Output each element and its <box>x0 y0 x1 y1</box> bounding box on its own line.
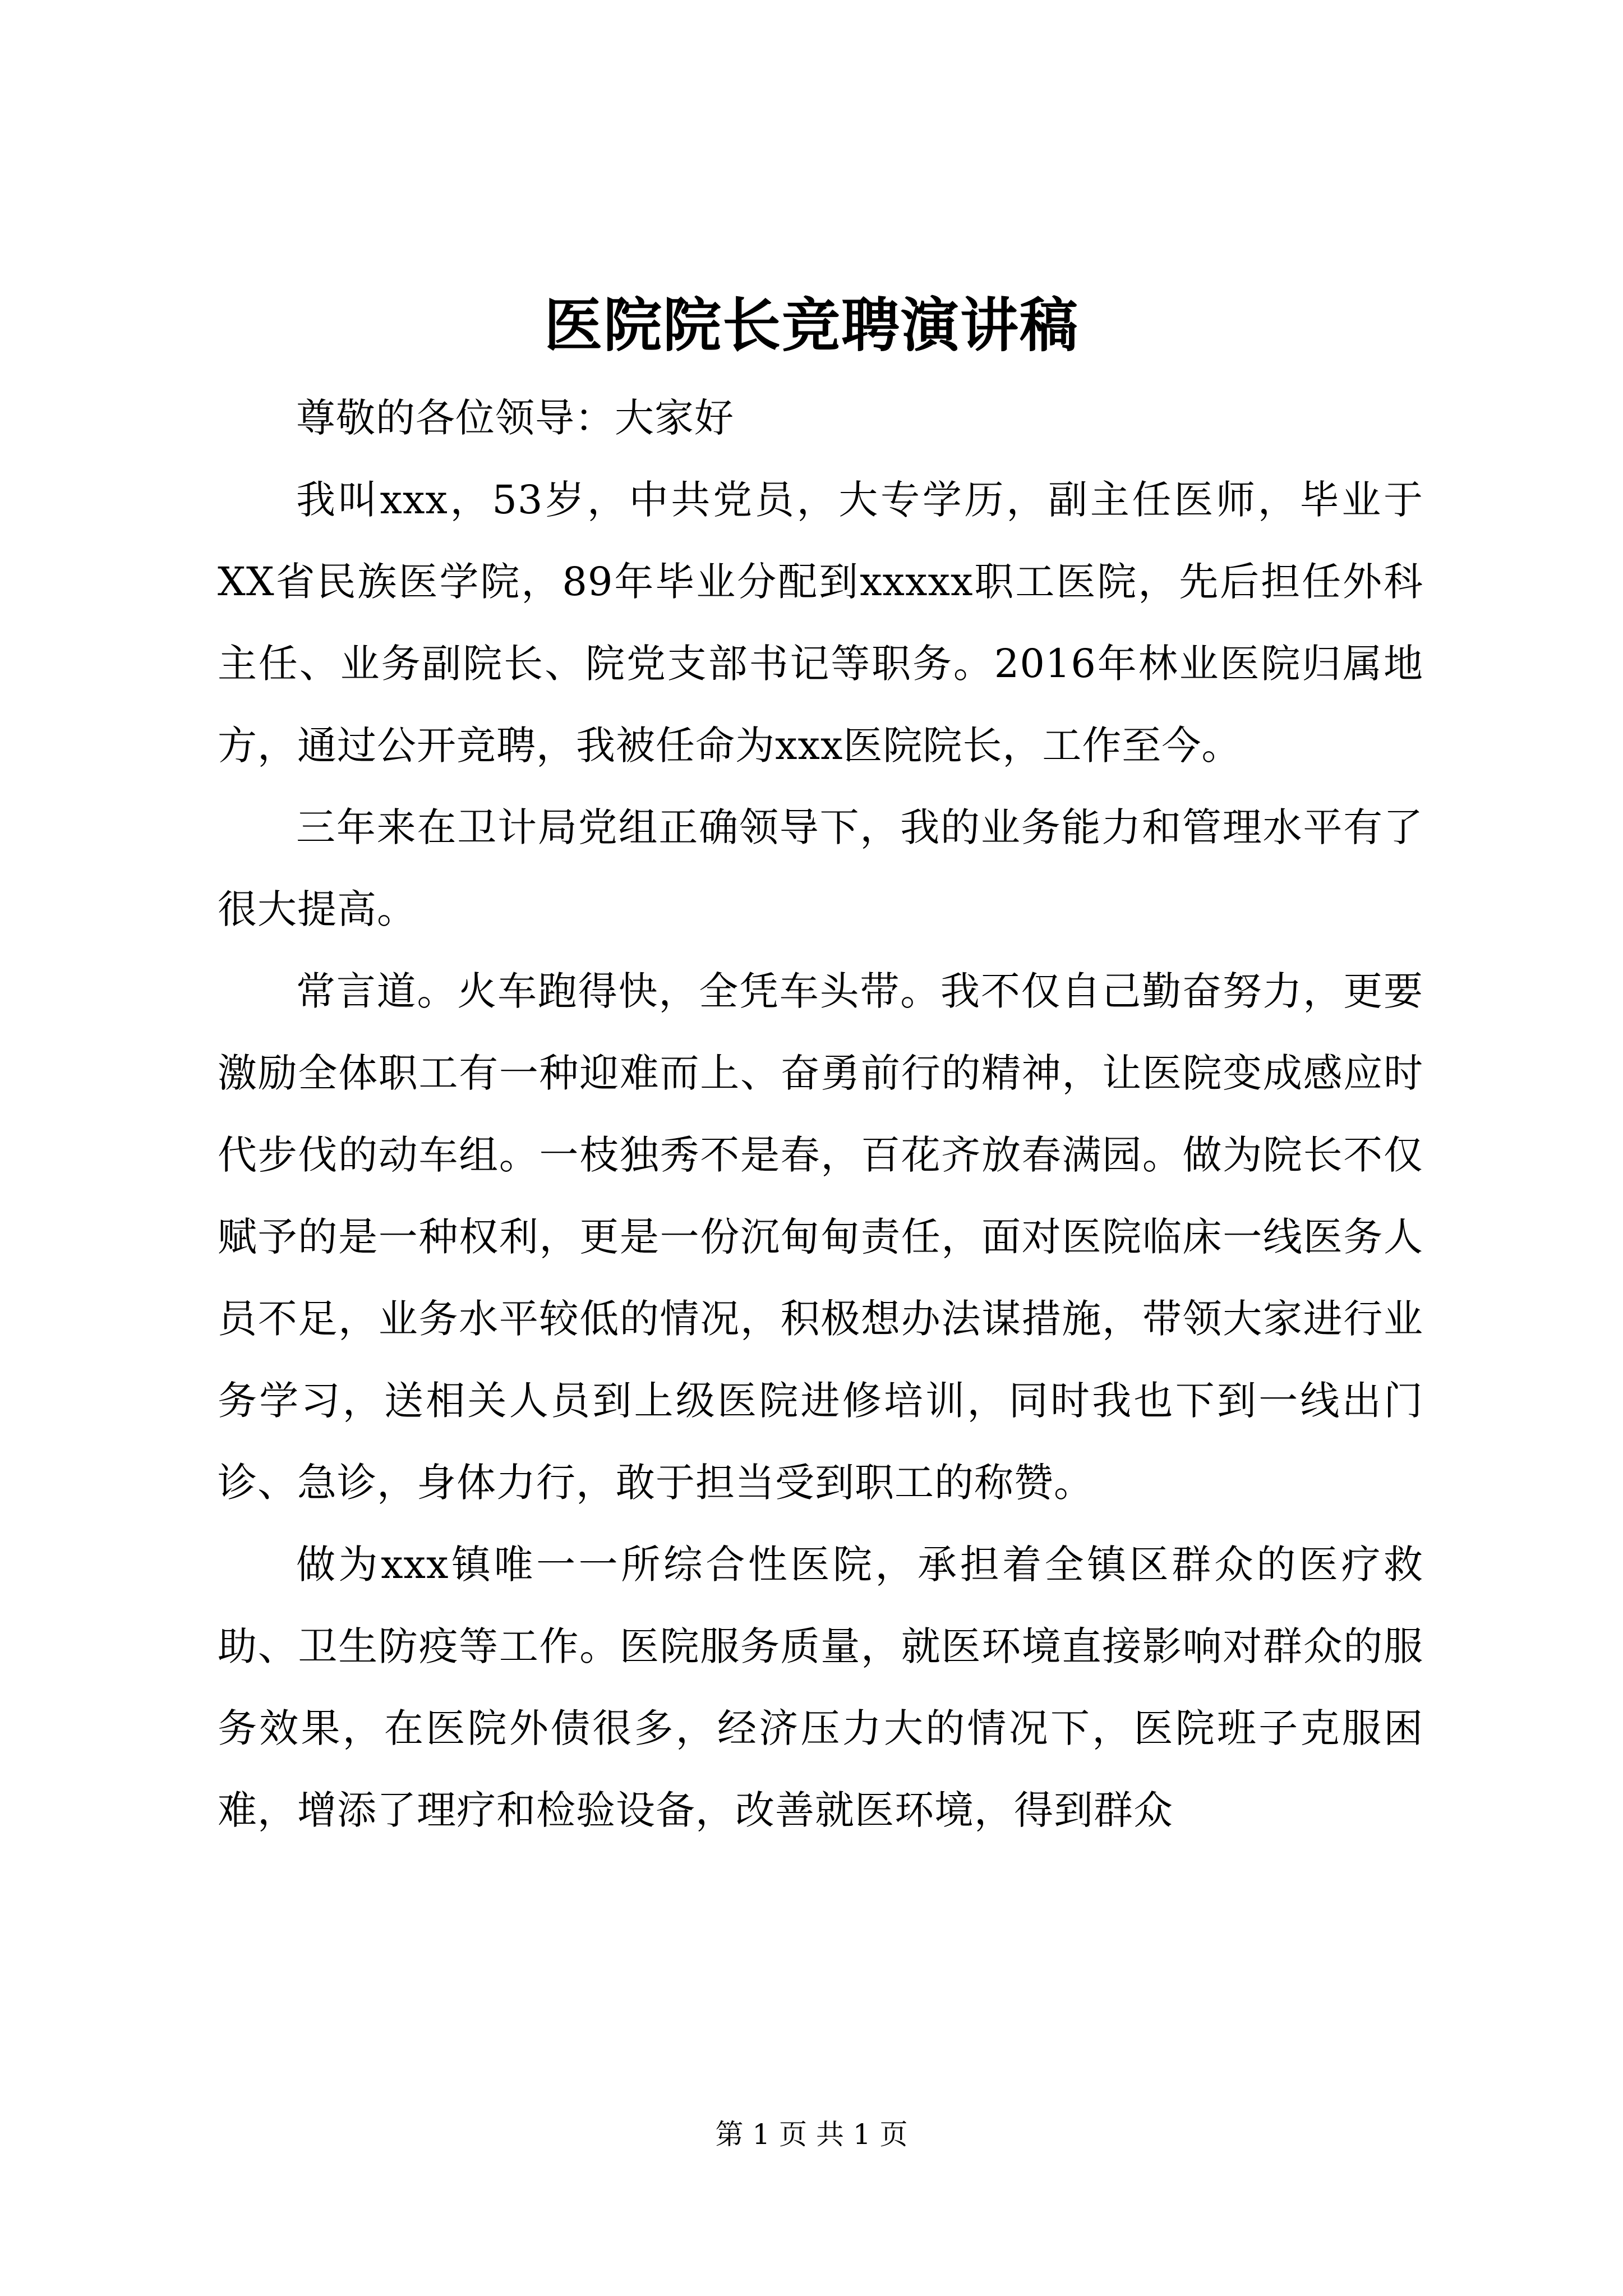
paragraph-hospital-service: 做为xxx镇唯一一所综合性医院，承担着全镇区群众的医疗救助、卫生防疫等工作。医院服务质量，就医环境直接影响对群众的服务效果，在医院外债很多，经济压力大的情况下，医院班子克服困难，增添了理疗和检验设备，改善就医环境，得到群众 <box>218 1542 1423 1833</box>
paragraph-leadership: 常言道。火车跑得快，全凭车头带。我不仅自己勤奋努力，更要激励全体职工有一种迎难而上、奋勇前行的精神，让医院变成感应时代步伐的动车组。一枝独秀不是春，百花齐放春满园。做为院长不仅赋予的是一种权利，更是一份沉甸甸责任，面对医院临床一线医务人员不足，业务水平较低的情况，积极想办法谋措施，带领大家进行业务学习，送相关人员到上级医院进修培训，同时我也下到一线出门诊、急诊，身体力行，敢于担当受到职工的称赞。 <box>218 968 1423 1506</box>
paragraph-progress: 三年来在卫计局党组正确领导下，我的业务能力和管理水平有了很大提高。 <box>218 804 1423 932</box>
paragraph-introduction: 我叫xxx，53岁，中共党员，大专学历，副主任医师，毕业于XX省民族医学院，89年毕业分配到xxxxx职工医院，先后担任外科主任、业务副院长、院党支部书记等职务。2016年林业医院归属地方，通过公开竞聘，我被任命为xxx医院院长，工作至今。 <box>218 477 1423 769</box>
page-footer: 第 1 页 共 1 页 <box>715 2118 908 2151</box>
document-body <box>218 377 1423 1851</box>
paragraph-greeting: 尊敬的各位领导：大家好 <box>296 395 734 441</box>
document-title: 医院院长竞聘演讲稿 <box>543 291 1079 360</box>
